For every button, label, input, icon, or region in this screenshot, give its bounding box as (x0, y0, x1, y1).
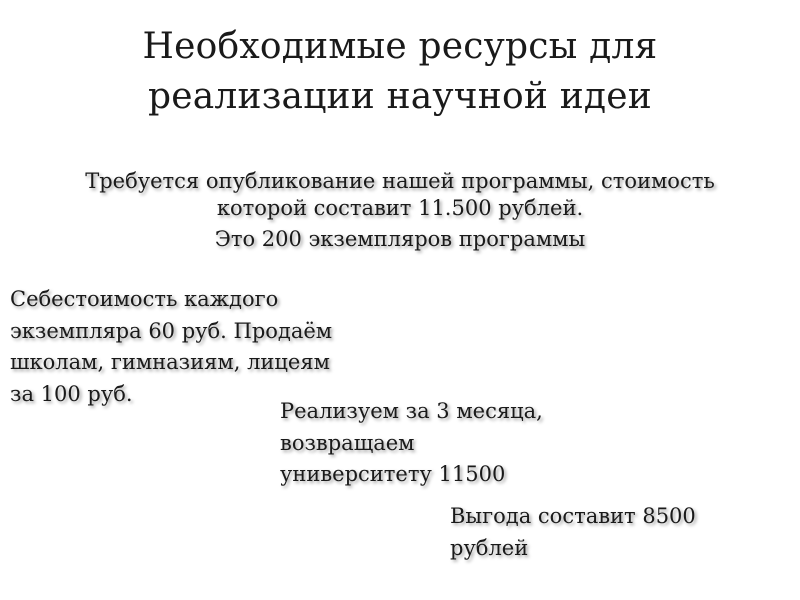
profit-text-block (450, 501, 770, 564)
sale-line: университету 11500 (280, 462, 506, 486)
intro-line: Это 200 экземпляров программы (214, 227, 586, 251)
profit-line: Выгода составит 8500 (450, 504, 696, 528)
sale-line: возвращаем (280, 430, 415, 455)
cost-line: школам, гимназиям, лицеям (10, 350, 330, 374)
profit-line: рублей (450, 535, 529, 560)
cost-line: за 100 руб. (10, 381, 133, 406)
intro-text (18, 168, 782, 253)
slide-title (0, 22, 800, 122)
intro-line: которой составит 11.500 рублей. (216, 196, 584, 220)
intro-line: Требуется опубликование нашей программы, стоимость (85, 169, 715, 193)
title-line: Необходимые ресурсы для (142, 26, 658, 67)
title-line: реализации научной идеи (148, 76, 652, 117)
sale-line: Реализуем за 3 месяца, (280, 399, 543, 423)
cost-text-block (10, 284, 380, 410)
sale-text-block (280, 396, 600, 491)
cost-line: Себестоимость каждого (10, 287, 279, 311)
cost-line: экземпляра 60 руб. Продаём (10, 318, 333, 343)
